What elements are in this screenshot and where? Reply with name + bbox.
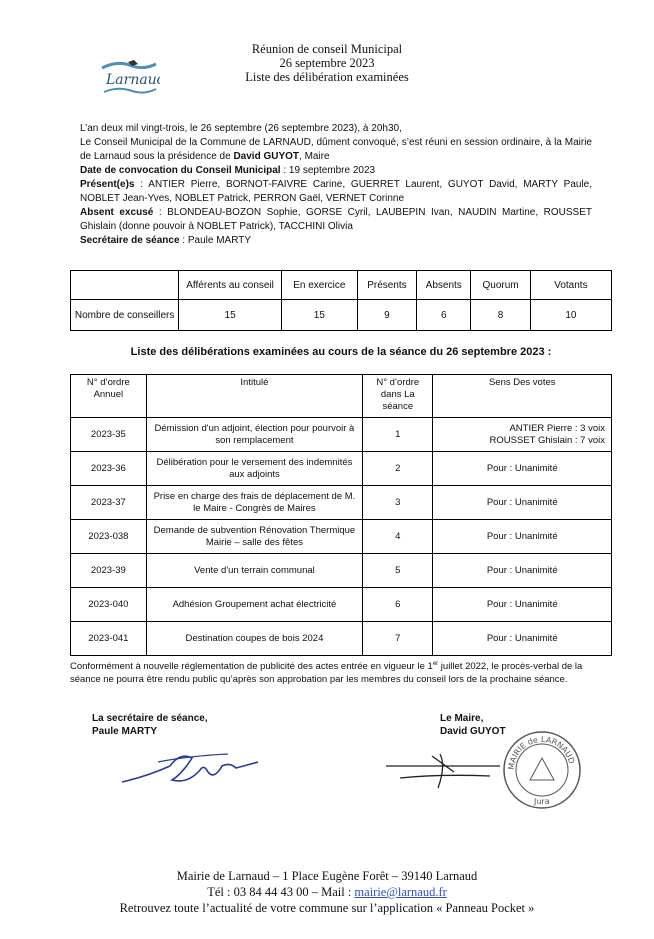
secretaire-line: Secrétaire de séance : Paule MARTY	[80, 235, 252, 246]
table-row	[71, 520, 612, 554]
delib-annuel: 2023-37	[71, 486, 147, 520]
delib-ordre: 1	[363, 418, 433, 452]
deliberations-title: Liste des délibérations examinées au cours de la séance du 26 septembre 2023 :	[130, 346, 552, 358]
delib-annuel: 2023-041	[71, 622, 147, 656]
footer-app-note: Retrouvez toute l’actualité de votre commune sur l’application « Panneau Pocket »	[119, 901, 535, 915]
table-row	[71, 452, 612, 486]
delib-annuel: 2023-39	[71, 554, 147, 588]
footer-contact: Tél : 03 84 44 43 00 – Mail : mairie@larnaud.fr	[207, 885, 447, 899]
attendance-header-row	[71, 271, 612, 300]
convocation-line: Date de convocation du Conseil Municipal : 19 septembre 2023	[80, 165, 376, 176]
table-row	[71, 418, 612, 452]
delib-annuel: 2023-35	[71, 418, 147, 452]
delib-header-ordre: N° d’ordre dans La séance	[363, 375, 433, 418]
delib-vote: Pour : Unanimité	[433, 452, 612, 486]
attendance-header: Présents	[357, 271, 417, 300]
delib-intitule: Adhésion Groupement achat électricité	[146, 588, 362, 622]
attendance-header: Absents	[417, 271, 471, 300]
meeting-intro	[80, 122, 592, 248]
commune-logo	[98, 58, 160, 98]
delib-ordre: 6	[363, 588, 433, 622]
secretary-handwritten-signature	[118, 744, 268, 792]
attendance-data-row	[71, 300, 612, 331]
mayor-handwritten-signature	[380, 748, 510, 792]
attendance-header: Quorum	[471, 271, 531, 300]
delib-vote: Pour : Unanimité	[433, 588, 612, 622]
delib-intitule: Destination coupes de bois 2024	[146, 622, 362, 656]
delib-intitule: Démission d'un adjoint, élection pour pourvoir à son remplacement	[146, 418, 362, 452]
stamp-text: MAIRIE de LARNAUD	[506, 734, 577, 771]
table-row	[71, 554, 612, 588]
publicity-note: Conformément à nouvelle réglementation de publicité des actes entrée en vigueur le 1er juillet 2022, le procès-verbal de la séance ne pourra être rendu public qu’après son approbation par les membres du conseil lors de la prochaine séance.	[70, 661, 583, 686]
header-date: 26 septembre 2023	[279, 56, 375, 70]
secretary-signature-block	[92, 712, 208, 738]
delib-vote: ANTIER Pierre : 3 voix ROUSSET Ghislain : 7 voix	[433, 418, 612, 452]
email-link[interactable]: mairie@larnaud.fr	[354, 885, 447, 899]
attendance-value: 15	[281, 300, 357, 331]
table-row	[71, 622, 612, 656]
delib-header-annuel: N° d’ordre Annuel	[71, 375, 147, 418]
delib-annuel: 2023-040	[71, 588, 147, 622]
delib-ordre: 4	[363, 520, 433, 554]
attendance-row-label: Nombre de conseillers	[71, 300, 179, 331]
delib-vote: Pour : Unanimité	[433, 622, 612, 656]
attendance-value: 10	[530, 300, 611, 331]
document-header	[200, 42, 454, 84]
delib-intitule: Prise en charge des frais de déplacement de M. le Maire - Congrès de Maires	[146, 486, 362, 520]
delib-ordre: 2	[363, 452, 433, 486]
delib-ordre: 5	[363, 554, 433, 588]
delib-vote: Pour : Unanimité	[433, 486, 612, 520]
attendance-value: 6	[417, 300, 471, 331]
delib-vote: Pour : Unanimité	[433, 554, 612, 588]
footer	[80, 868, 574, 916]
attendance-value: 8	[471, 300, 531, 331]
mayor-title: Le Maire,	[440, 713, 484, 724]
table-row	[71, 588, 612, 622]
secretary-name: Paule MARTY	[92, 726, 158, 737]
delib-annuel: 2023-36	[71, 452, 147, 486]
table-row	[71, 486, 612, 520]
attendance-header: Votants	[530, 271, 611, 300]
attendance-table	[70, 270, 612, 331]
delib-intitule: Vente d'un terrain communal	[146, 554, 362, 588]
secretary-title: La secrétaire de séance,	[92, 713, 208, 724]
attendance-value: 9	[357, 300, 417, 331]
attendance-header: Afférents au conseil	[179, 271, 282, 300]
intro-line1: L’an deux mil vingt-trois, le 26 septembre (26 septembre 2023), à 20h30,	[80, 123, 402, 134]
footer-address: Mairie de Larnaud – 1 Place Eugène Forêt – 39140 Larnaud	[176, 869, 478, 883]
logo-text: Larnaud	[106, 72, 160, 88]
stamp-sub: Jura	[534, 797, 550, 806]
header-title: Réunion de conseil Municipal	[251, 42, 403, 56]
delib-ordre: 7	[363, 622, 433, 656]
delib-intitule: Délibération pour le versement des indemnités aux adjoints	[146, 452, 362, 486]
absents-line: Absent excusé : BLONDEAU-BOZON Sophie, GORSE Cyril, LAUBEPIN Ivan, NAUDIN Martine, ROUSSET Ghislain (donne pouvoir à NOBLET Patrick), TACCHINI Olivia	[80, 207, 592, 232]
delib-header-intitule: Intitulé	[146, 375, 362, 418]
delib-annuel: 2023-038	[71, 520, 147, 554]
intro-line2: Le Conseil Municipal de la Commune de LARNAUD, dûment convoqué, s’est réuni en session ordinaire, à la Mairie de Larnaud sous la présidence de David GUYOT, Maire	[80, 137, 592, 162]
attendance-value: 15	[179, 300, 282, 331]
mairie-stamp	[500, 728, 584, 812]
mayor-name: David GUYOT	[440, 726, 506, 737]
deliberations-table	[70, 374, 612, 656]
delib-vote: Pour : Unanimité	[433, 520, 612, 554]
mayor-signature-block	[440, 712, 506, 738]
delib-header-vote: Sens Des votes	[433, 375, 612, 418]
presents-line: Présent(e)s : ANTIER Pierre, BORNOT-FAIVRE Carine, GUERRET Laurent, GUYOT David, MARTY Paule, NOBLET Jean-Yves, NOBLET Patrick, PERRON Gaël, VERNET Corinne	[80, 179, 592, 204]
deliberations-header-row	[71, 375, 612, 418]
attendance-header: En exercice	[281, 271, 357, 300]
delib-intitule: Demande de subvention Rénovation Thermique Mairie – salle des fêtes	[146, 520, 362, 554]
attendance-header	[71, 271, 179, 300]
president-name: David GUYOT	[233, 151, 300, 162]
header-subtitle: Liste des délibération examinées	[245, 70, 409, 84]
delib-ordre: 3	[363, 486, 433, 520]
